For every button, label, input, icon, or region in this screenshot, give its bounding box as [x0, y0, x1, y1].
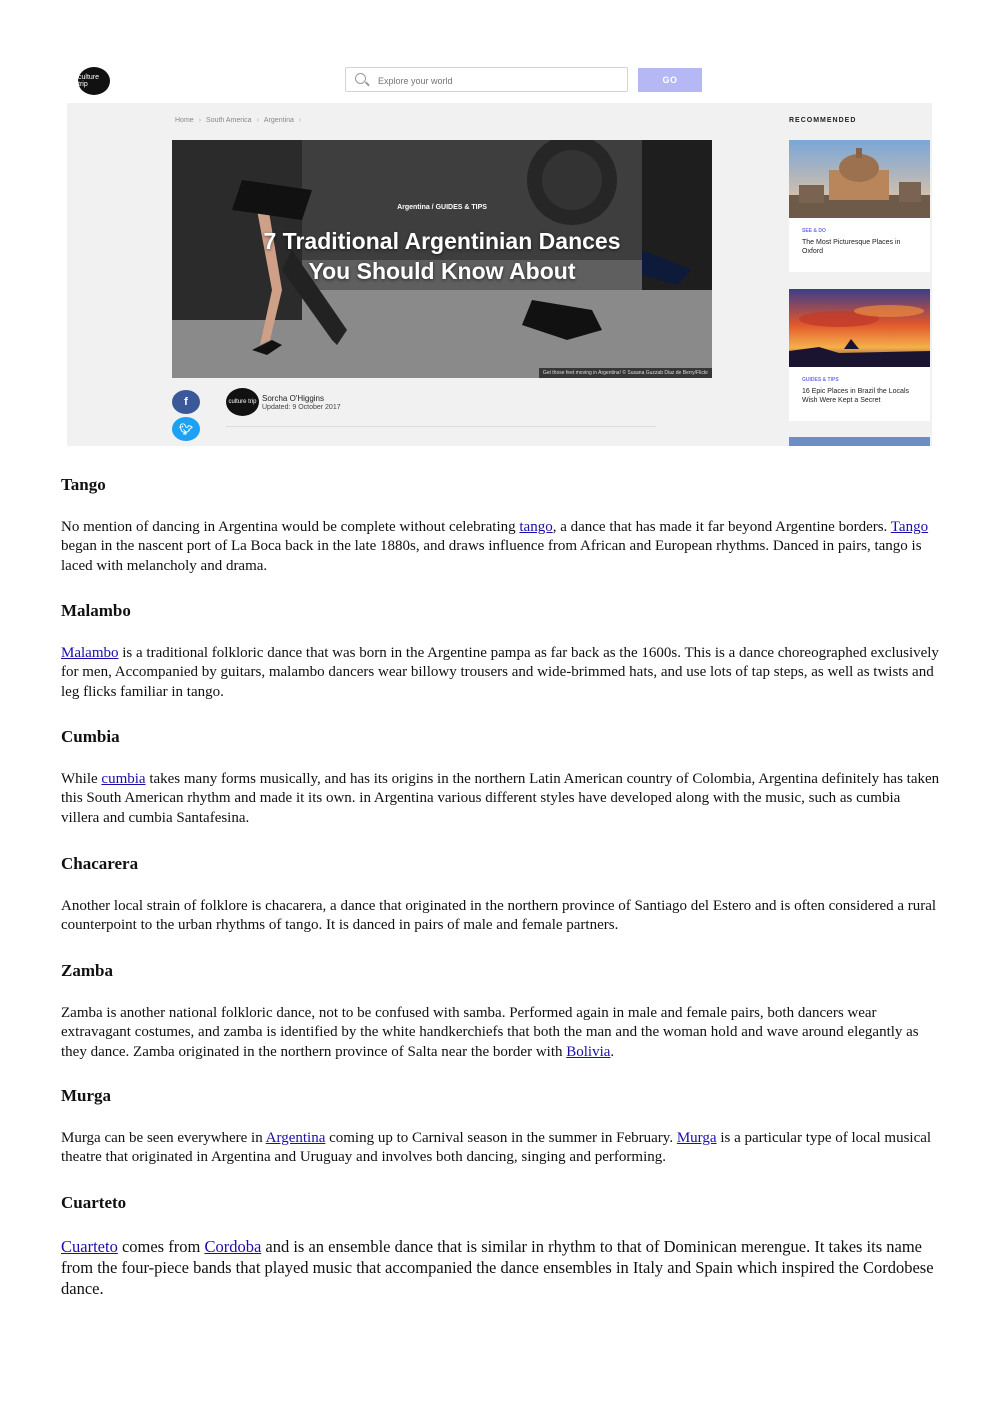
updated-date: Updated: 9 October 2017 — [262, 404, 341, 411]
section-malambo — [61, 601, 941, 702]
facebook-icon: f — [184, 396, 188, 408]
go-button[interactable]: GO — [638, 68, 702, 92]
author-avatar[interactable]: culture trip — [226, 388, 259, 416]
card-category[interactable]: GUIDES & TIPS — [802, 377, 839, 383]
hero-title: 7 Traditional Argentinian Dances You Should Know About — [263, 228, 621, 284]
cumbia-link[interactable]: cumbia — [101, 771, 146, 787]
section-chacarera — [61, 854, 941, 936]
facebook-share-button[interactable] — [172, 390, 200, 414]
recommended-heading: RECOMMENDED — [789, 117, 857, 124]
site-logo[interactable]: culture trip — [78, 67, 110, 95]
divider — [226, 426, 656, 427]
section-murga — [61, 1086, 941, 1168]
breadcrumb-home[interactable]: Home — [175, 117, 194, 124]
section-cumbia — [61, 727, 941, 828]
twitter-icon: 🐦︎ — [179, 423, 193, 436]
section-heading: Zamba — [61, 961, 113, 980]
section-zamba — [61, 961, 941, 1062]
section-paragraph: No mention of dancing in Argentina would be complete without celebrating tango, a dance that has made it far beyond Argentine borders. Tango began in the nascent port of La Boca back in the late 1880s, and draws influence from African and European rhythms. Danced in pairs, tango is laced with melancholy and drama. — [61, 519, 929, 574]
search-box[interactable] — [345, 67, 628, 92]
breadcrumb-south-america[interactable]: South America — [206, 117, 252, 124]
breadcrumb-argentina[interactable]: Argentina — [263, 117, 294, 124]
hero-caption: Get those feet moving in Argentina! © Susana Guzzab Diaz de Berry/Flickr — [539, 368, 712, 378]
card-title[interactable]: 16 Epic Places in Brazil the Locals Wish Were Kept a Secret — [802, 388, 909, 404]
cuarteto-link[interactable]: Cuarteto — [61, 1237, 118, 1256]
section-heading: Murga — [61, 1086, 112, 1105]
breadcrumb-separator: › — [298, 117, 302, 124]
search-icon — [355, 73, 366, 84]
tango-link[interactable]: Tango — [890, 519, 929, 535]
section-tango — [61, 475, 941, 576]
malambo-link[interactable]: Malambo — [61, 645, 119, 661]
section-paragraph: Murga can be seen everywhere in Argentina coming up to Carnival season in the summer in February. Murga is a particular type of local musical theatre that originated in Argentina and Uruguay and involves both dancing, singing and performing. — [61, 1130, 932, 1166]
bolivia-link[interactable]: Bolivia — [566, 1043, 611, 1060]
oxford-photo — [789, 140, 930, 218]
website-screenshot — [0, 0, 1000, 450]
recommended-card[interactable] — [789, 140, 930, 272]
recommended-card[interactable] — [789, 289, 930, 421]
section-heading: Tango — [61, 475, 106, 494]
section-paragraph: Malambo is a traditional folkloric dance that was born in the Argentine pampa as far back as the 1600s. This is a dance choreographed exclusively for men, Accompanied by guitars, malambo dancers wear billowy trousers and wide-brimmed hats, and use lots of tap steps, as well as twists and leg flicks familiar in tango. — [61, 645, 939, 700]
section-heading: Malambo — [61, 601, 131, 620]
section-heading: Chacarera — [61, 854, 139, 873]
hero-image — [172, 140, 712, 378]
tango-link[interactable]: tango — [519, 519, 553, 535]
argentina-link[interactable]: Argentina — [265, 1130, 326, 1146]
card-title[interactable]: The Most Picturesque Places in Oxford — [802, 239, 901, 255]
card-category[interactable]: SEE & DO — [802, 228, 826, 234]
murga-link[interactable]: Murga — [676, 1130, 717, 1146]
recommended-card-partial[interactable] — [789, 437, 930, 446]
section-heading: Cumbia — [61, 727, 120, 746]
section-heading: Cuarteto — [61, 1193, 127, 1212]
author-name[interactable]: Sorcha O'Higgins — [262, 394, 324, 403]
breadcrumb — [175, 117, 301, 124]
section-cuarteto — [61, 1193, 941, 1299]
section-paragraph: Another local strain of folklore is chacarera, a dance that originated in the northern province of Santiago del Estero and is often considered a rural counterpoint to the urban rhythms of tango. It is danced in pairs of male and female partners. — [61, 898, 937, 934]
brazil-sunset-photo — [789, 289, 930, 367]
search-input[interactable] — [376, 71, 620, 90]
breadcrumb-separator: › — [256, 117, 259, 124]
breadcrumb-separator: › — [198, 117, 202, 124]
section-paragraph: Zamba is another national folkloric dance, not to be confused with samba. Performed again in male and female pairs, both dancers wear extravagant costumes, and zamba is identified by the white handkerchiefs that both the man and the woman hold and wave around elegantly as they dance. Zamba originated in the northern province of Salta near the border with Bolivia. — [61, 1005, 919, 1060]
twitter-share-button[interactable] — [172, 417, 200, 441]
section-paragraph: While cumbia takes many forms musically, and has its origins in the northern Latin American country of Colombia, Argentina definitely has taken this South American rhythm and made it its own. in Argentina various different styles have developed along with the music, such as cumbia villera and cumbia Santafesina. — [61, 771, 940, 826]
hero-category[interactable]: Argentina / GUIDES & TIPS — [397, 204, 487, 211]
section-paragraph: Cuarteto comes from Cordoba and is an ensemble dance that is similar in rhythm to that of Dominican merengue. It takes its name from the four-piece bands that played music that accompanied the dance ensembles in Italy and Spain which inspired the Cordobese dance. — [61, 1237, 934, 1298]
cordoba-link[interactable]: Cordoba — [204, 1237, 262, 1256]
